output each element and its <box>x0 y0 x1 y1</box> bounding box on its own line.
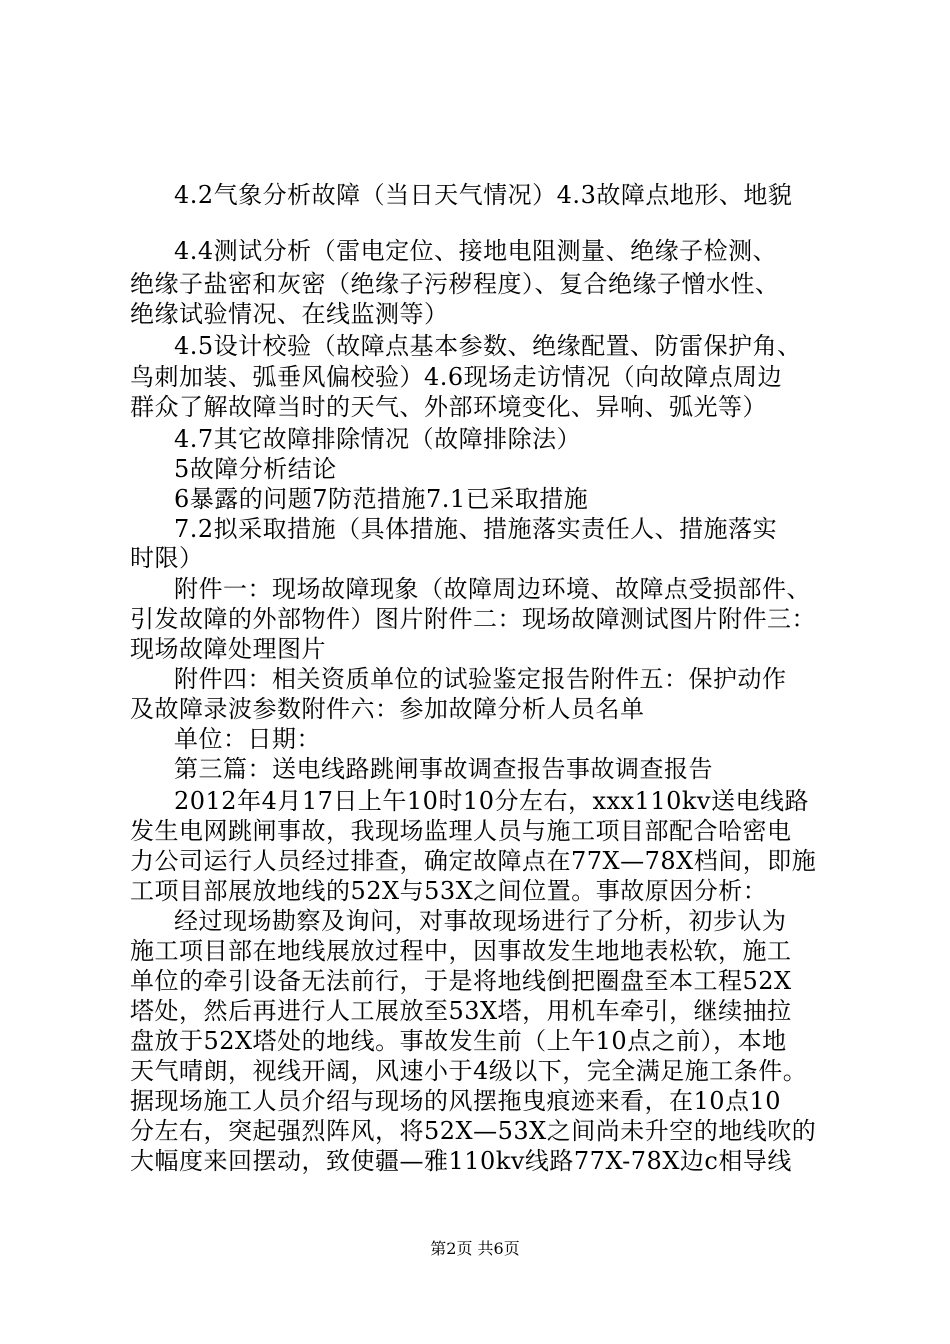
text-line-21: 发生电网跳闸事故，我现场监理人员与施工项目部配合哈密电 <box>130 817 792 845</box>
text-line-6: 鸟刺加装、弧垂风偏校验）4.6现场走访情况（向故障点周边 <box>130 363 783 391</box>
text-line-16: 附件四：相关资质单位的试验鉴定报告附件五：保护动作 <box>174 665 787 693</box>
text-line-22: 力公司运行人员经过排查，确定故障点在77X—78X档间，即施 <box>130 847 817 875</box>
text-line-19: 第三篇：送电线路跳闸事故调查报告事故调查报告 <box>174 755 713 783</box>
text-line-8: 4.7其它故障排除情况（故障排除法） <box>174 425 582 453</box>
text-line-28: 盘放于52X塔处的地线。事故发生前（上午10点之前），本地 <box>130 1027 787 1055</box>
text-line-4: 绝缘试验情况、在线监测等） <box>130 300 449 328</box>
text-line-24: 经过现场勘察及询问，对事故现场进行了分析，初步认为 <box>174 907 787 935</box>
text-line-17: 及故障录波参数附件六：参加故障分析人员名单 <box>130 695 645 723</box>
text-line-3: 绝缘子盐密和灰密（绝缘子污秽程度）、复合绝缘子憎水性、 <box>130 270 780 298</box>
text-line-23: 工项目部展放地线的52X与53X之间位置。事故原因分析： <box>130 877 768 905</box>
text-line-29: 天气晴朗，视线开阔，风速小于4级以下，完全满足施工条件。 <box>130 1057 808 1085</box>
text-line-12: 时限） <box>130 544 204 572</box>
text-line-14: 引发故障的外部物件）图片附件二：现场故障测试图片附件三： <box>130 605 816 633</box>
text-line-9: 5故障分析结论 <box>174 455 337 483</box>
text-line-5: 4.5设计校验（故障点基本参数、绝缘配置、防雷保护角、 <box>174 332 802 360</box>
page-number-footer: 第2页 共6页 <box>430 1239 520 1258</box>
text-line-18: 单位：日期： <box>174 725 321 753</box>
text-line-15: 现场故障处理图片 <box>130 635 326 663</box>
text-line-13: 附件一：现场故障现象（故障周边环境、故障点受损部件、 <box>174 575 811 603</box>
text-line-20: 2012年4月17日上午10时10分左右，xxx110kv送电线路 <box>174 787 809 815</box>
text-line-2: 4.4测试分析（雷电定位、接地电阻测量、绝缘子检测、 <box>174 237 778 265</box>
text-line-32: 大幅度来回摆动，致使疆—雅110kv线路77X-78X边c相导线 <box>130 1147 792 1175</box>
text-line-25: 施工项目部在地线展放过程中，因事故发生地地表松软，施工 <box>130 937 792 965</box>
text-line-30: 据现场施工人员介绍与现场的风摆拖曳痕迹来看，在10点10 <box>130 1087 782 1115</box>
text-line-10: 6暴露的问题7防范措施7.1已采取措施 <box>174 485 589 513</box>
text-line-11: 7.2拟采取措施（具体措施、措施落实责任人、措施落实 <box>174 515 778 543</box>
text-line-26: 单位的牵引设备无法前行，于是将地线倒把圈盘至本工程52X <box>130 967 792 995</box>
text-line-1: 4.2气象分析故障（当日天气情况）4.3故障点地形、地貌 <box>174 181 793 209</box>
text-line-31: 分左右，突起强烈阵风，将52X—53X之间尚未升空的地线吹的 <box>130 1117 817 1145</box>
text-line-7: 群众了解故障当时的天气、外部环境变化、异响、弧光等） <box>130 393 767 421</box>
text-line-27: 塔处，然后再进行人工展放至53X塔，用机车牵引，继续抽拉 <box>130 997 792 1025</box>
